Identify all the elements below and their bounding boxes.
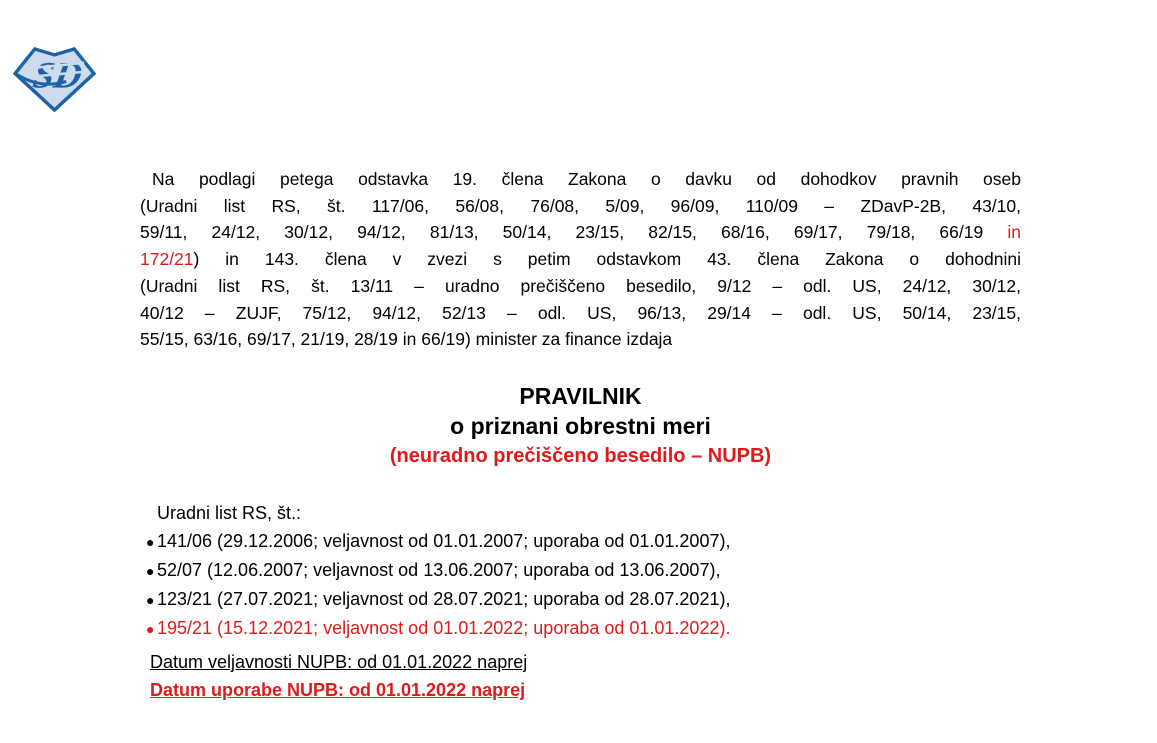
document-note: (neuradno prečiščeno besedilo – NUPB) [389, 445, 772, 467]
date-lines [150, 648, 527, 704]
document-subtitle: o priznani obrestni meri [450, 413, 711, 439]
gazette-item-text: 52/07 (12.06.2007; veljavnost od 13.06.2007; uporaba od 13.06.2007), [157, 560, 721, 580]
sd-shield-logo [13, 45, 96, 112]
title-block [140, 381, 1021, 471]
logo-letters: SD [29, 54, 86, 97]
text-segment: (Uradni list RS, št. 13/11 – uradno prečiščeno besedilo, 9/12 – odl. US, 24/12, 30/12, [140, 275, 1021, 296]
document-title: PRAVILNIK [519, 383, 642, 409]
gazette-heading: Uradni list RS, št.: [157, 503, 302, 523]
text-segment: Na podlagi petega odstavka 19. člena Zakona o davku od dohodkov pravnih oseb [152, 169, 1021, 189]
bullet-icon: ● [146, 563, 155, 579]
gazette-list [146, 499, 730, 643]
paragraph-line-3 [140, 219, 1021, 246]
intro-paragraph [140, 166, 1021, 353]
text-segment-red: 172/21 [140, 249, 194, 270]
gazette-item-3 [146, 585, 730, 614]
text-segment-red: in [1007, 222, 1021, 243]
text-segment: ) in 143. člena v zvezi s petim odstavkom 43. člena Zakona o dohodnini [193, 249, 1021, 270]
text-segment: 40/12 – ZUJF, 75/12, 94/12, 52/13 – odl. US, 96/13, 29/14 – odl. US, 50/14, 23/15, [140, 302, 1021, 323]
paragraph-line-5 [140, 273, 1021, 300]
validity-date-line: Datum veljavnosti NUPB: od 01.01.2022 naprej [150, 652, 528, 672]
gazette-item-text: 123/21 (27.07.2021; veljavnost od 28.07.2021; uporaba od 28.07.2021), [157, 589, 731, 609]
paragraph-line-7 [140, 326, 1021, 353]
gazette-item-4 [146, 614, 730, 643]
usage-date-line: Datum uporabe NUPB: od 01.01.2022 naprej [150, 680, 526, 700]
document-content [140, 0, 1021, 743]
bullet-icon: ● [146, 592, 155, 608]
paragraph-line-2 [140, 193, 1021, 220]
gazette-item-text: 195/21 (15.12.2021; veljavnost od 01.01.2022; uporaba od 01.01.2022). [157, 618, 731, 638]
paragraph-line-1 [140, 166, 1021, 193]
text-segment: 55/15, 63/16, 69/17, 21/19, 28/19 in 66/19) minister za finance izdaja [140, 329, 673, 350]
paragraph-line-4 [140, 246, 1021, 273]
text-segment: (Uradni list RS, št. 117/06, 56/08, 76/08, 5/09, 96/09, 110/09 – ZDavP-2B, 43/10, [140, 195, 1021, 216]
paragraph-line-6 [140, 300, 1021, 327]
gazette-item-1 [146, 527, 730, 556]
gazette-item-2 [146, 556, 730, 585]
bullet-icon: ● [146, 621, 155, 637]
bullet-icon: ● [146, 534, 155, 550]
text-segment: 59/11, 24/12, 30/12, 94/12, 81/13, 50/14, 23/15, 82/15, 68/16, 69/17, 79/18, 66/19 [140, 222, 1008, 243]
gazette-item-text: 141/06 (29.12.2006; veljavnost od 01.01.2007; uporaba od 01.01.2007), [157, 531, 731, 551]
